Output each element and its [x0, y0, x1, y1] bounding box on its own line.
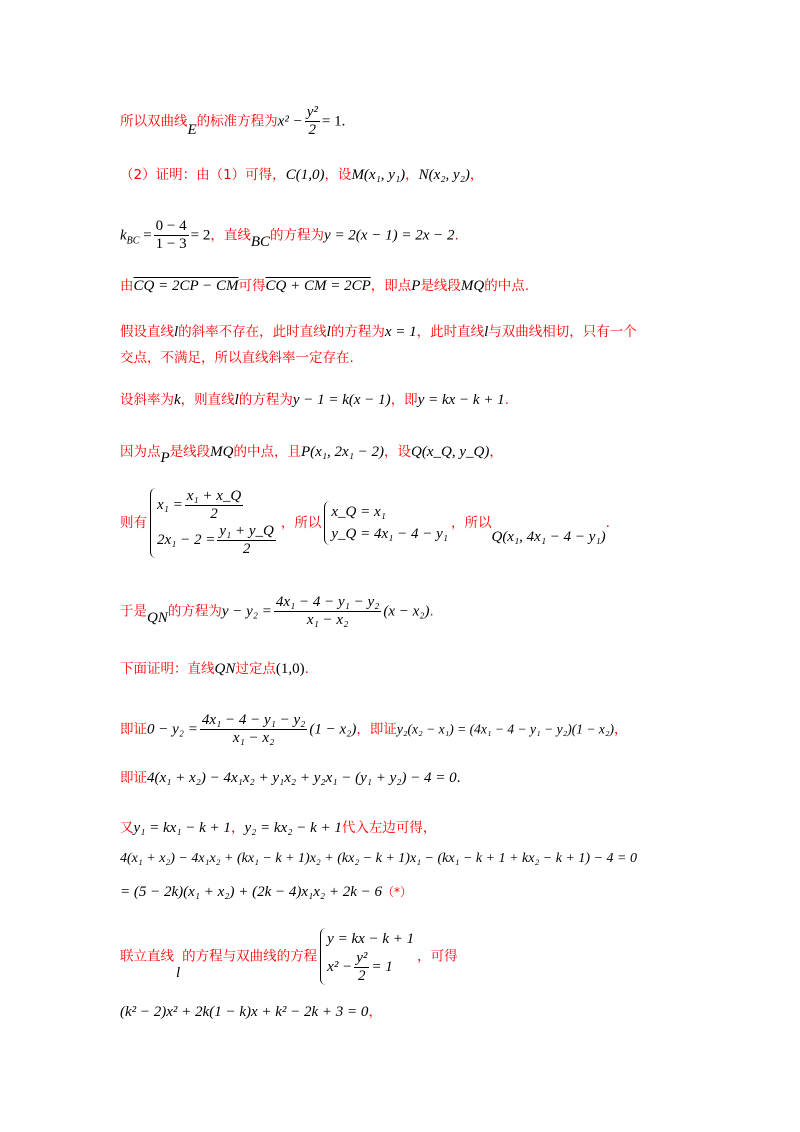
fraction: $\frac{0 - 4}{1 - 3}$ [155, 218, 187, 252]
text: 又 [120, 820, 134, 836]
text: 则有 [120, 515, 147, 531]
math: l [234, 392, 239, 408]
text: 的斜率不存在，此时直线 [178, 324, 327, 340]
math: l [326, 324, 331, 340]
line-standard-equation [120, 104, 345, 139]
math: = [139, 227, 152, 244]
math: x = 1 [384, 324, 417, 340]
math: (k² − 2)x² + 2k(1 − k)x + k² − 2k + 3 = 0 [120, 1004, 369, 1020]
text: 的方程为 [330, 324, 385, 340]
math: = 2 [190, 227, 211, 244]
math: l [484, 324, 489, 340]
text: 由 [120, 278, 134, 294]
text: 即证 [120, 721, 147, 738]
text: 的标准方程为 [196, 113, 278, 130]
math: l [176, 964, 181, 981]
equation-system: x₁ = $\frac{\text{x₁ + x\_Q}}{2}$ 2x₁ − 2 = $\frac{\text{y₁ + y\_Q}}{2}$ [150, 488, 278, 558]
math: . [456, 770, 461, 786]
text: ， [469, 167, 484, 183]
text: 的方程为 [167, 603, 222, 620]
text: 的中点，且 [233, 444, 301, 460]
math: l [174, 324, 179, 340]
text: . [454, 227, 459, 244]
text: 因为点 [120, 444, 161, 460]
math: QN [214, 661, 236, 677]
math: P [160, 450, 170, 466]
math: (1 − x₂) [309, 721, 357, 738]
line-vector-relation [120, 276, 529, 296]
math: 0 − y₂ = [147, 721, 198, 738]
text: . [429, 603, 434, 620]
text: 假设直线 [120, 324, 174, 340]
text: . [605, 515, 610, 531]
math: BC [126, 235, 140, 247]
text: ，即点 [370, 278, 412, 294]
line-slope-bc [120, 218, 459, 253]
math: Q(x_Q, y_Q) [411, 444, 490, 460]
math: (x − x₂) [383, 603, 430, 620]
text: （2）证明：由（1）可得， [120, 167, 286, 183]
line-to-prove [120, 712, 628, 747]
line-simultaneous [120, 928, 458, 985]
text: 于是 [120, 603, 147, 620]
line-quadratic [120, 1002, 382, 1022]
text: 是线段 [420, 278, 461, 294]
line-midpoint [120, 442, 503, 466]
line-fixed-point [120, 659, 309, 679]
math: BC [250, 233, 271, 250]
math: y − 1 = k(x − 1) [292, 392, 391, 408]
text: ，直线 [210, 227, 251, 244]
line-slope-assumption [120, 322, 637, 342]
text: 交点，不满足，所以直线斜率一定存在. [120, 350, 354, 366]
text: 即证 [120, 770, 147, 786]
math: Q(x₁, 4x₁ − 4 − y₁) [491, 529, 606, 545]
line-qn-equation [120, 594, 434, 629]
math: 4(x₁ + x₂) − 4x₁x₂ + y₁x₂ + y₂x₁ − (y₁ + y₂) − 4 = 0 [147, 770, 457, 786]
math: QN [147, 609, 168, 626]
line-system-q [120, 488, 610, 558]
math: E [187, 121, 197, 138]
math: MQ [210, 444, 234, 460]
fraction: $\frac{\text{4x₁ − 4 − y₁ − y₂}}{\text{x₁ − x₂}}$ [275, 594, 380, 628]
line-simplified [120, 882, 412, 902]
line-substitution [120, 818, 436, 838]
math: M(x₁, y₁) [351, 167, 406, 183]
text: ， [405, 167, 419, 183]
math: CQ = 2CP − CM [133, 278, 239, 294]
text: 的中点. [484, 278, 530, 294]
math: k [120, 227, 127, 244]
text: 可得 [238, 278, 266, 294]
text: 与双曲线相切，只有一个 [488, 324, 637, 340]
text: ，即证 [356, 721, 397, 738]
text: ，则直线 [180, 392, 235, 408]
math: y₂ = kx₂ − k + 1 [244, 820, 342, 836]
text: ，设 [324, 167, 352, 183]
math: y₁ = kx₁ − k + 1 [133, 820, 231, 836]
text: ，所以 [450, 515, 492, 531]
math: P(x₁, 2x₁ − 2) [301, 444, 385, 460]
text: 的方程为 [270, 227, 325, 244]
text: 设斜率为 [120, 392, 174, 408]
text: 是线段 [169, 444, 211, 460]
text: . [304, 661, 309, 677]
math: CQ + CM = 2CP [265, 278, 371, 294]
math: P [411, 278, 421, 294]
text: 代入左边可得， [341, 820, 437, 836]
text: （*） [382, 885, 413, 899]
equation-system: x_Q = x₁ y_Q = 4x₁ − 4 − y₁ [324, 501, 448, 545]
text: ， [489, 444, 503, 460]
math: y₂(x₂ − x₁) = (4x₁ − 4 − y₁ − y₂)(1 − x₂) [396, 721, 615, 737]
math: k [174, 392, 181, 408]
math: y = kx − k + 1 [417, 392, 505, 408]
text: ，设 [384, 444, 412, 460]
math: MQ [460, 278, 485, 294]
line-to-prove-expanded [120, 768, 460, 788]
text: 的方程与双曲线的方程 [182, 948, 318, 965]
math: (1,0) [275, 661, 305, 677]
math: y − y₂ = [221, 603, 272, 620]
math: y = 2(x − 1) = 2x − 2 [324, 227, 455, 244]
text: ， [614, 721, 628, 738]
math: x² − [277, 113, 303, 130]
line-proof-setup [120, 165, 483, 185]
text: 所以双曲线 [120, 113, 188, 130]
line-substituted-expression [120, 848, 637, 869]
fraction: $\frac{\text{4x₁ − 4 − y₁ − y₂}}{\text{x₁ − x₂}}$ [201, 712, 306, 746]
math: 4(x₁ + x₂) − 4x₁x₂ + (kx₁ − k + 1)x₂ + (kx₂ − k + 1)x₁ − (kx₁ − k + 1 + kx₂ − k + 1) − 4 = 0 [120, 851, 637, 866]
text: 过定点 [235, 661, 276, 677]
equation-system: y = kx − k + 1 x² − $\frac{\text{y²}}{2}$ = 1 [320, 928, 414, 985]
text: 联立直线 [120, 948, 174, 965]
text: ，此时直线 [416, 324, 485, 340]
text: 的方程为 [238, 392, 293, 408]
line-line-equation [120, 390, 509, 410]
text: ，可得 [417, 948, 458, 965]
fraction: $\frac{\text{y²}}{2}$ [306, 104, 318, 138]
line-slope-exists [120, 348, 354, 368]
math: = 1. [321, 113, 346, 130]
text: 下面证明：直线 [120, 661, 215, 677]
math: = (5 − 2k)(x₁ + x₂) + (2k − 4)x₁x₂ + 2k − 6 [120, 884, 383, 900]
text: ， [230, 820, 245, 836]
text: . [504, 392, 509, 408]
text: ，即 [390, 392, 418, 408]
text: ，所以 [280, 515, 322, 531]
math: N(x₂, y₂) [418, 167, 470, 183]
text: ， [368, 1004, 382, 1020]
math: C(1,0) [285, 167, 325, 183]
